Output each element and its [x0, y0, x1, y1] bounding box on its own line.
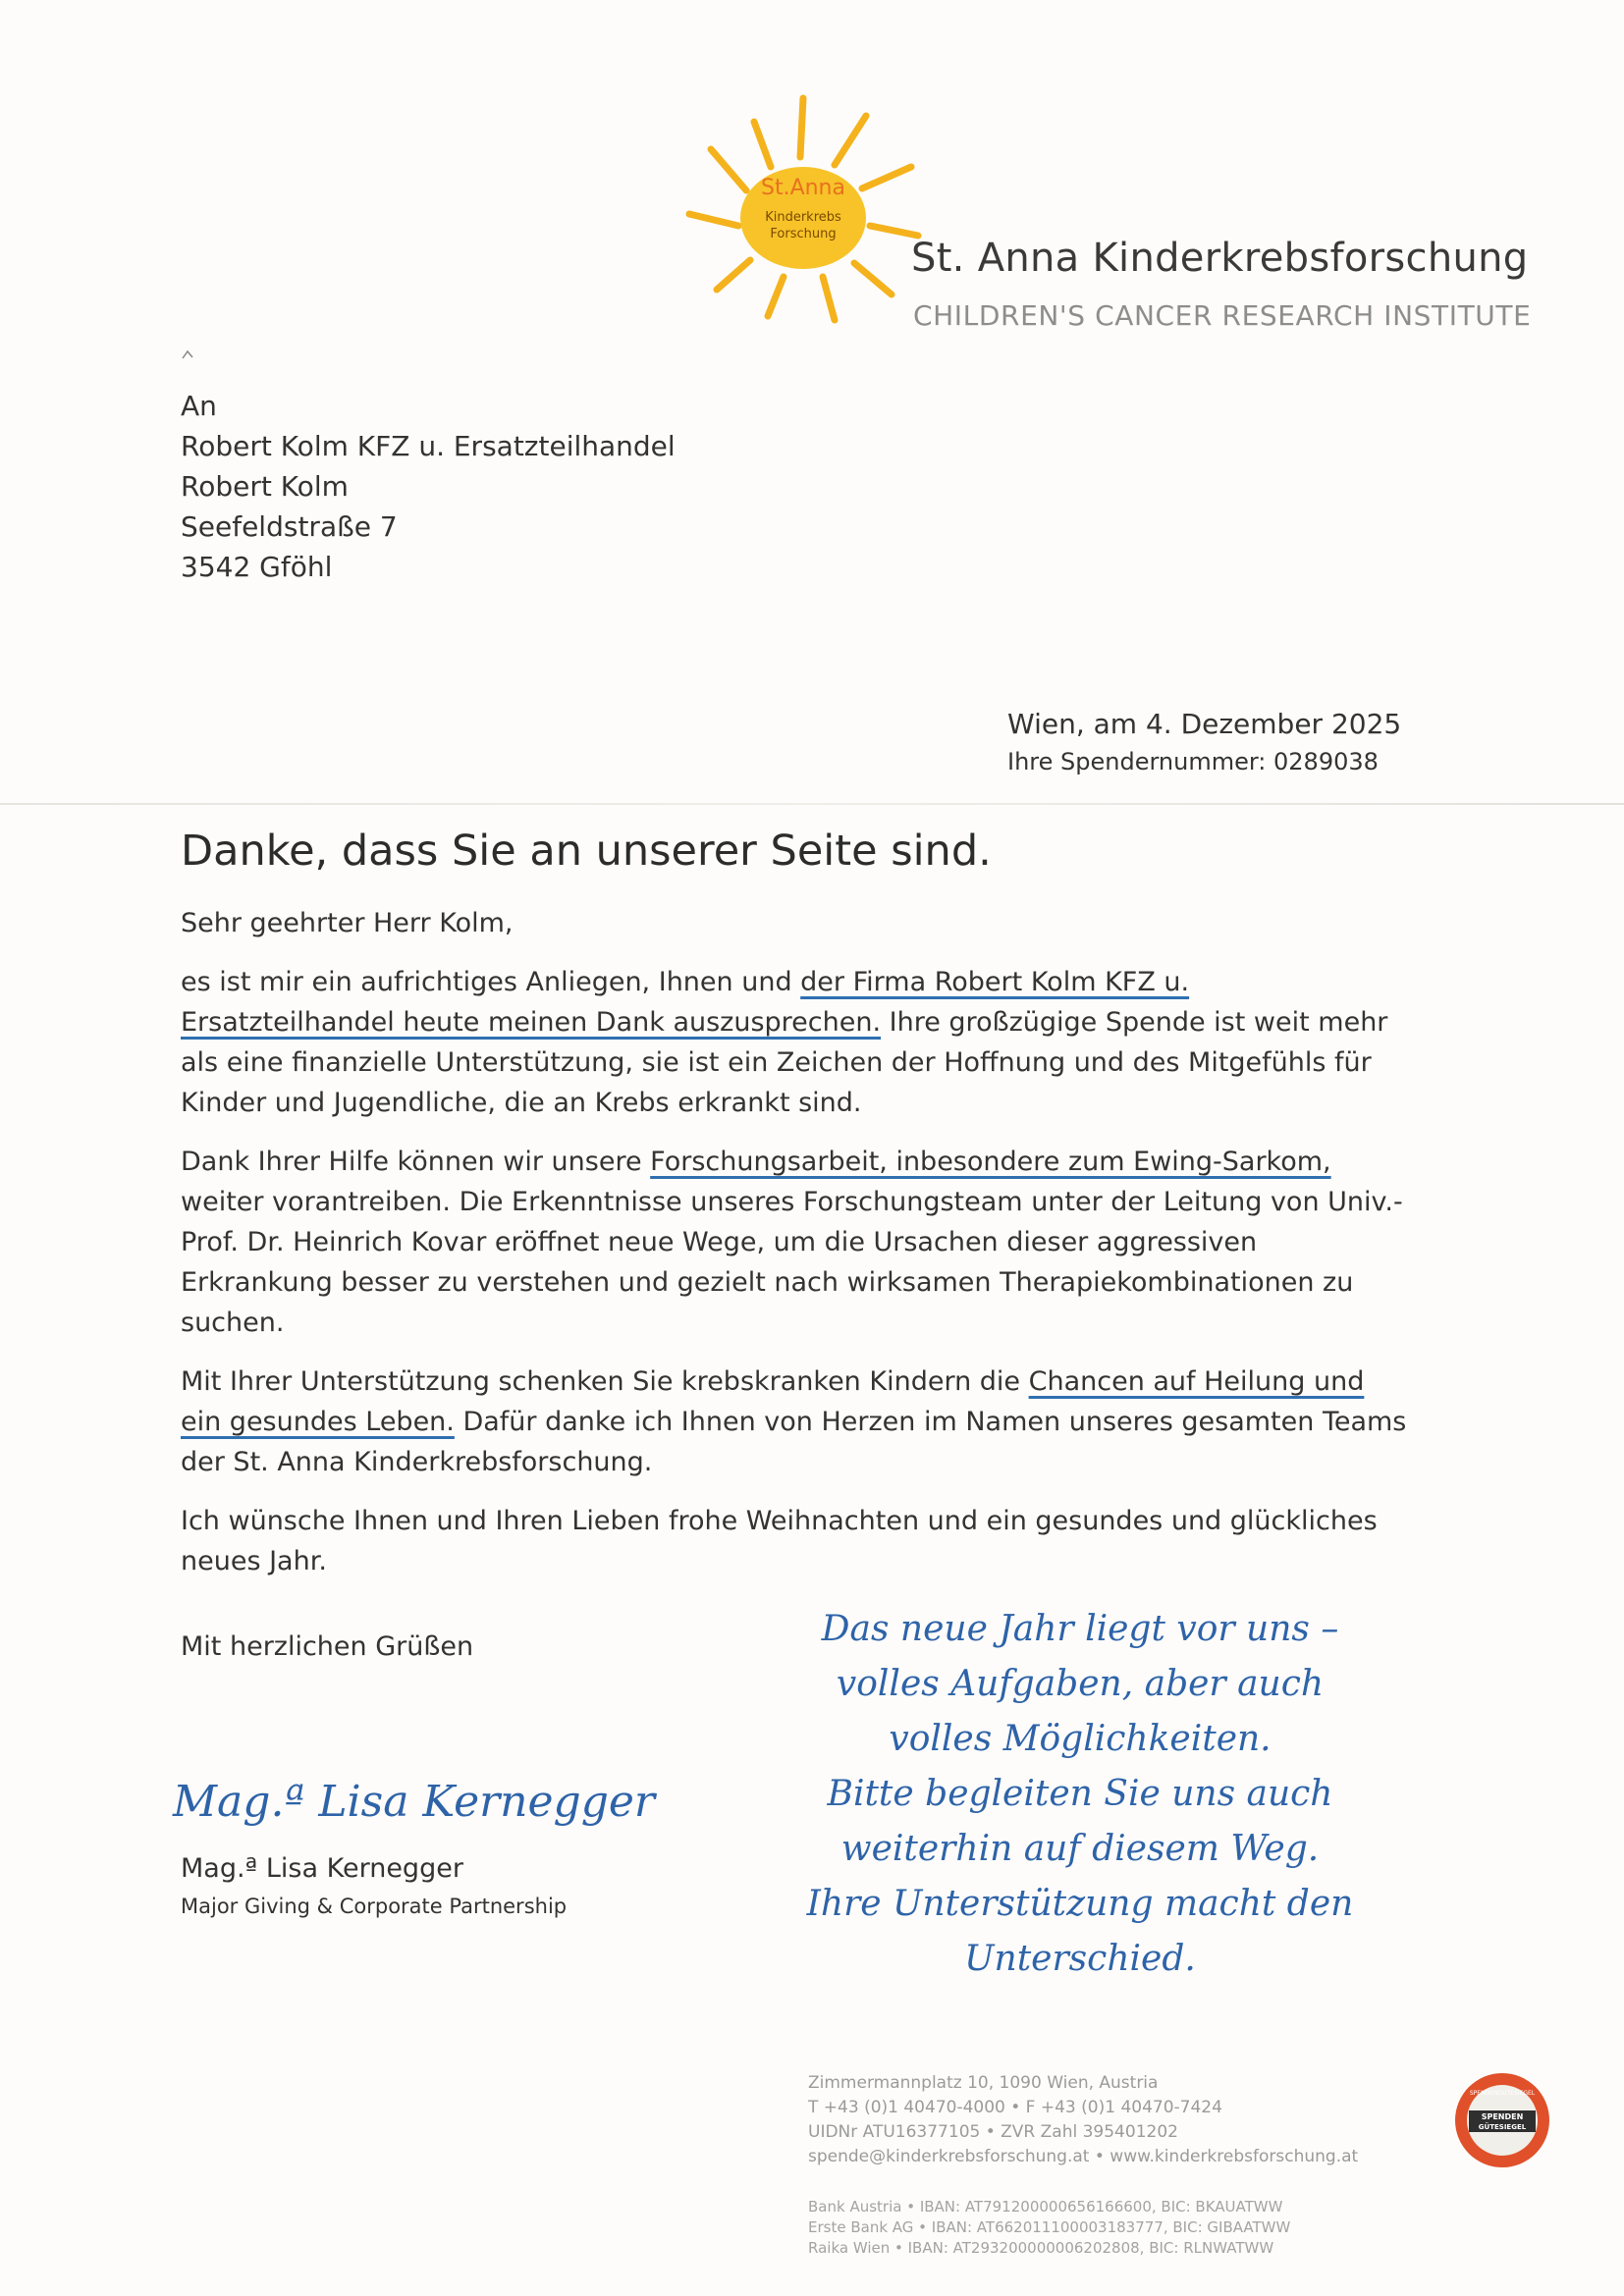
footer-contact	[808, 2071, 1358, 2169]
text-span: Dank Ihrer Hilfe können wir unsere	[181, 1147, 651, 1177]
underlined-text: Forschungsarbeit, inbesondere zum Ewing-Sarkom,	[650, 1147, 1331, 1177]
donation-seal-icon	[1453, 2071, 1551, 2169]
footer-line: T +43 (0)1 40470-4000 • F +43 (0)1 40470-7424	[808, 2098, 1222, 2117]
recipient-address	[181, 386, 676, 587]
paragraph-2	[181, 1142, 1408, 1343]
note-line: Bitte begleiten Sie uns auch	[827, 1774, 1333, 1814]
org-subtitle: CHILDREN'S CANCER RESEARCH INSTITUTE	[913, 299, 1532, 332]
text-span: weiter vorantreiben. Die Erkenntnisse unseres Forschungsteam unter der Leitung von Univ.-Prof. Dr. Heinrich Kovar eröffnet neue Wege, um die Ursachen dieser aggressiven Erkrankung besser zu verstehen und gezielt nach wirksamen Therapiekombinationen zu suchen.	[181, 1187, 1403, 1338]
sun-logo-icon	[677, 88, 923, 324]
scribble-mark-icon	[181, 348, 194, 362]
closing: Mit herzlichen Grüßen	[181, 1631, 474, 1662]
footer-bank	[808, 2197, 1290, 2259]
bank-line: Erste Bank AG • IBAN: AT662011100003183777, BIC: GIBAATWW	[808, 2218, 1291, 2236]
address-line: 3542 Gföhl	[181, 551, 333, 583]
org-name: St. Anna Kinderkrebsforschung	[911, 236, 1529, 281]
logo-text-3: Forschung	[770, 227, 837, 241]
footer-line: Zimmermannplatz 10, 1090 Wien, Austria	[808, 2073, 1159, 2093]
donor-number: Ihre Spendernummer: 0289038	[1007, 748, 1379, 775]
footer-line: UIDNr ATU16377105 • ZVR Zahl 395401202	[808, 2122, 1178, 2142]
fold-line	[0, 803, 1624, 805]
seal-text-1: SPENDEN	[1481, 2112, 1524, 2121]
date-block	[1007, 705, 1401, 779]
underlined-text: Chancen auf Heilung und ein gesundes Leben.	[181, 1366, 1365, 1437]
note-line: volles Möglichkeiten.	[889, 1719, 1272, 1759]
footer-line: spende@kinderkrebsforschung.at • www.kinderkrebsforschung.at	[808, 2147, 1359, 2166]
salutation: Sehr geehrter Herr Kolm,	[181, 908, 514, 938]
note-line: Das neue Jahr liegt vor uns –	[821, 1609, 1339, 1649]
letter-body	[181, 903, 1408, 1600]
underlined-text: der Firma Robert Kolm KFZ u. Ersatzteilhandel heute meinen Dank auszusprechen.	[181, 967, 1190, 1038]
text-span: es ist mir ein aufrichtiges Anliegen, Ihnen und	[181, 967, 801, 997]
text-span: Mit Ihrer Unterstützung schenken Sie krebskranken Kindern die	[181, 1366, 1029, 1397]
logo-text-2: Kinderkrebs	[765, 210, 841, 225]
note-line: weiterhin auf diesem Weg.	[840, 1829, 1320, 1869]
signature-text: Mag.ª Lisa Kernegger	[173, 1777, 655, 1827]
signer-name: Mag.ª Lisa Kernegger	[181, 1853, 463, 1884]
paragraph-3	[181, 1362, 1408, 1482]
signer-title: Major Giving & Corporate Partnership	[181, 1895, 568, 1918]
note-line: Ihre Unterstützung macht den	[806, 1884, 1354, 1924]
bank-line: Raika Wien • IBAN: AT293200000006202808, BIC: RLNWATWW	[808, 2239, 1274, 2257]
handwritten-note	[707, 1602, 1453, 1987]
address-line: Seefeldstraße 7	[181, 510, 398, 543]
address-line: Robert Kolm	[181, 470, 349, 503]
handwritten-signature	[169, 1757, 655, 1845]
logo-text-1: St.Anna	[760, 176, 846, 200]
bank-line: Bank Austria • IBAN: AT791200000656166600, BIC: BKAUATWW	[808, 2198, 1283, 2216]
paragraph-1	[181, 962, 1408, 1123]
text-span: Dafür danke ich Ihnen von Herzen im Namen unseres gesamten Teams der St. Anna Kinderkrebsforschung.	[181, 1407, 1407, 1477]
text-span: Ihre großzügige Spende ist weit mehr als eine finanzielle Unterstützung, sie ist ein Zeichen der Hoffnung und des Mitgefühls für Kinder und Jugendliche, die an Krebs erkrankt sind.	[181, 1007, 1388, 1118]
note-line: Unterschied.	[964, 1939, 1196, 1979]
address-line: An	[181, 390, 217, 422]
paragraph-4: Ich wünsche Ihnen und Ihren Lieben frohe Weihnachten und ein gesundes und glückliches neues Jahr.	[181, 1506, 1378, 1576]
seal-ring-text: SPENDENGUTESIEGEL	[1469, 2090, 1536, 2097]
seal-text-2: GÜTESIEGEL	[1478, 2123, 1527, 2131]
note-line: volles Aufgaben, aber auch	[836, 1664, 1325, 1704]
date-line: Wien, am 4. Dezember 2025	[1007, 708, 1402, 740]
letter-headline: Danke, dass Sie an unserer Seite sind.	[181, 827, 992, 876]
address-line: Robert Kolm KFZ u. Ersatzteilhandel	[181, 430, 676, 462]
